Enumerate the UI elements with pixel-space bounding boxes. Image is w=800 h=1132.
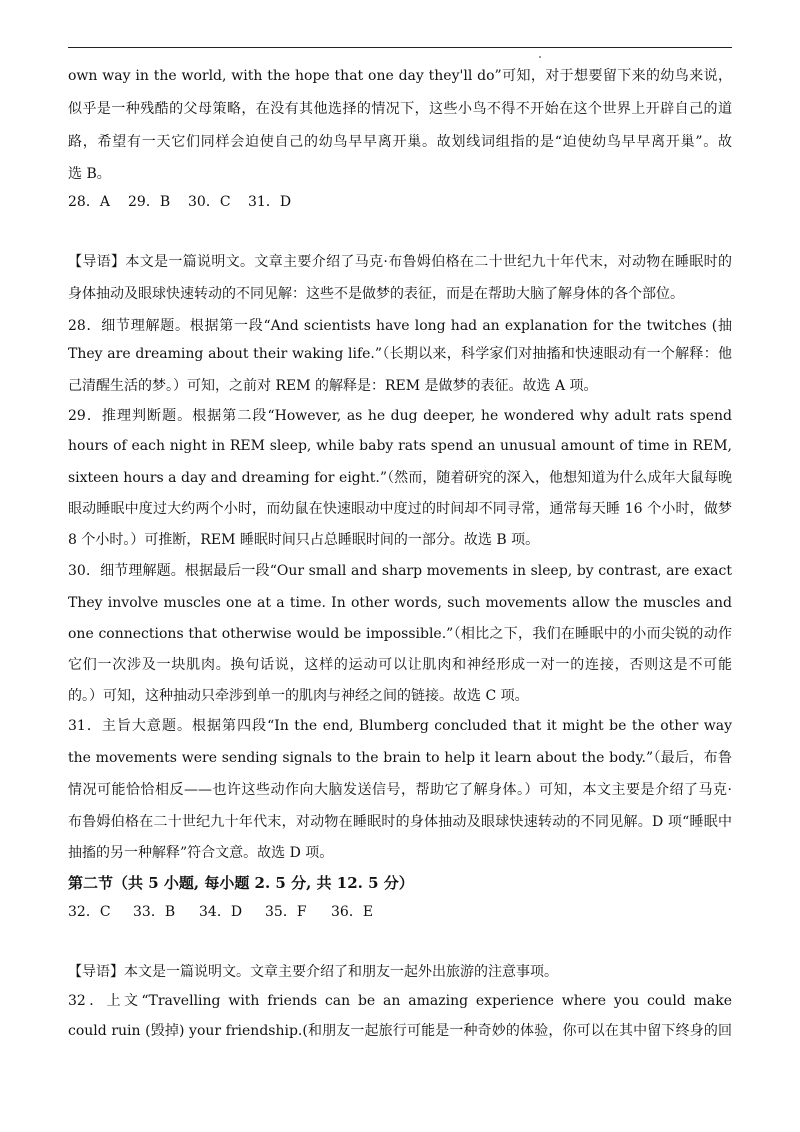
q29-line: hours of each night in REM sleep, while baby rats spend an unusual amount of time in REM, — [68, 438, 732, 454]
answer-item: 35．F — [265, 904, 307, 920]
q30-line: 它们一次涉及一块肌肉。换句话说，这样的运动可以让肌肉和神经形成一对一的连接，否则这是不可能 — [68, 657, 732, 673]
answer-item: 33．B — [133, 904, 176, 920]
guide-line: 【导语】本文是一篇说明文。文章主要介绍了和朋友一起外出旅游的注意事项。 — [68, 964, 558, 980]
header-dot — [539, 56, 541, 58]
q31-line: 情况可能恰恰相反——也许这些动作向大脑发送信号，帮助它了解身体。）可知，本文主要是介绍了马克· — [68, 782, 732, 798]
q31-line: 布鲁姆伯格在二十世纪九十年代末，对动物在睡眠时的身体抽动及眼球快速转动的不同见解。D 项“睡眠中 — [68, 814, 732, 830]
answer-item: 29．B — [128, 194, 171, 210]
answer-row-2 — [68, 902, 391, 922]
header-rule — [68, 47, 732, 48]
q28-line: They are dreaming about their waking life.”（长期以来，科学家们对抽搐和快速眼动有一个解释：他 — [68, 346, 732, 362]
section-title: 第二节（共 5 小题, 每小题 2. 5 分, 共 12. 5 分） — [68, 874, 414, 892]
guide-line: 【导语】本文是一篇说明文。文章主要介绍了马克·布鲁姆伯格在二十世纪九十年代末，对动物在睡眠时的 — [68, 254, 732, 270]
answer-item: 31．D — [248, 194, 292, 210]
q29-line: 29．推理判断题。根据第二段“However, as he dug deeper, he wondered why adult rats spend — [68, 408, 732, 424]
text-line: 似乎是一种残酷的父母策略，在没有其他选择的情况下，这些小鸟不得不开始在这个世界上开辟自己的道 — [68, 101, 732, 117]
q28-line: 己清醒生活的梦。）可知，之前对 REM 的解释是：REM 是做梦的表征。故选 A 项。 — [68, 378, 598, 394]
q31-line: 31．主旨大意题。根据第四段“In the end, Blumberg concluded that it might be the other way — [68, 718, 732, 734]
text-line: 选 B。 — [68, 166, 111, 182]
q30-line: 的。）可知，这种抽动只牵涉到单一的肌肉与神经之间的链接。故选 C 项。 — [68, 688, 529, 704]
q32-line: could ruin (毁掉) your friendship.(和朋友一起旅行可能是一种奇妙的体验，你可以在其中留下终身的回 — [68, 1023, 732, 1039]
q28-line: 28．细节理解题。根据第一段“And scientists have long had an explanation for the twitches (抽 — [68, 318, 732, 334]
q29-line: 眼动睡眠中度过大约两个小时，而幼鼠在快速眼动中度过的时间却不同寻常，通常每天睡 16 个小时，做梦 — [68, 501, 732, 517]
q30-line: They involve muscles one at a time. In other words, such movements allow the muscles and — [68, 595, 732, 611]
answer-item: 32．C — [68, 904, 111, 920]
q29-line: sixteen hours a day and dreaming for eight.”（然而，随着研究的深入，他想知道为什么成年大鼠每晚 — [68, 470, 732, 486]
q29-line: 8 个小时。）可推断，REM 睡眠时间只占总睡眠时间的一部分。故选 B 项。 — [68, 532, 540, 548]
q30-line: 30．细节理解题。根据最后一段“Our small and sharp movements in sleep, by contrast, are exact — [68, 563, 732, 579]
answer-item: 36．E — [331, 904, 374, 920]
q31-line: 抽搐的另一种解释”符合文意。故选 D 项。 — [68, 845, 334, 861]
text-line: own way in the world, with the hope that one day they'll do”可知，对于想要留下来的幼鸟来说， — [68, 68, 732, 84]
q30-line: one connections that otherwise would be impossible.”（相比之下，我们在睡眠中的小而尖锐的动作 — [68, 626, 732, 642]
answer-item: 28．A — [68, 194, 110, 210]
guide-line: 身体抽动及眼球快速转动的不同见解：这些不是做梦的表征，而是在帮助大脑了解身体的各个部位。 — [68, 286, 684, 302]
answer-item: 30．C — [188, 194, 231, 210]
text-line: 路，希望有一天它们同样会迫使自己的幼鸟早早离开巢。故划线词组指的是“迫使幼鸟早早离开巢”。故 — [68, 134, 732, 150]
q32-line: 32．上文“Travelling with friends can be an amazing experience where you could make — [68, 993, 732, 1009]
answer-item: 34．D — [199, 904, 243, 920]
q31-line: the movements were sending signals to the brain to help it learn about the body.”（最后，布鲁 — [68, 750, 732, 766]
answer-row-1 — [68, 192, 308, 212]
